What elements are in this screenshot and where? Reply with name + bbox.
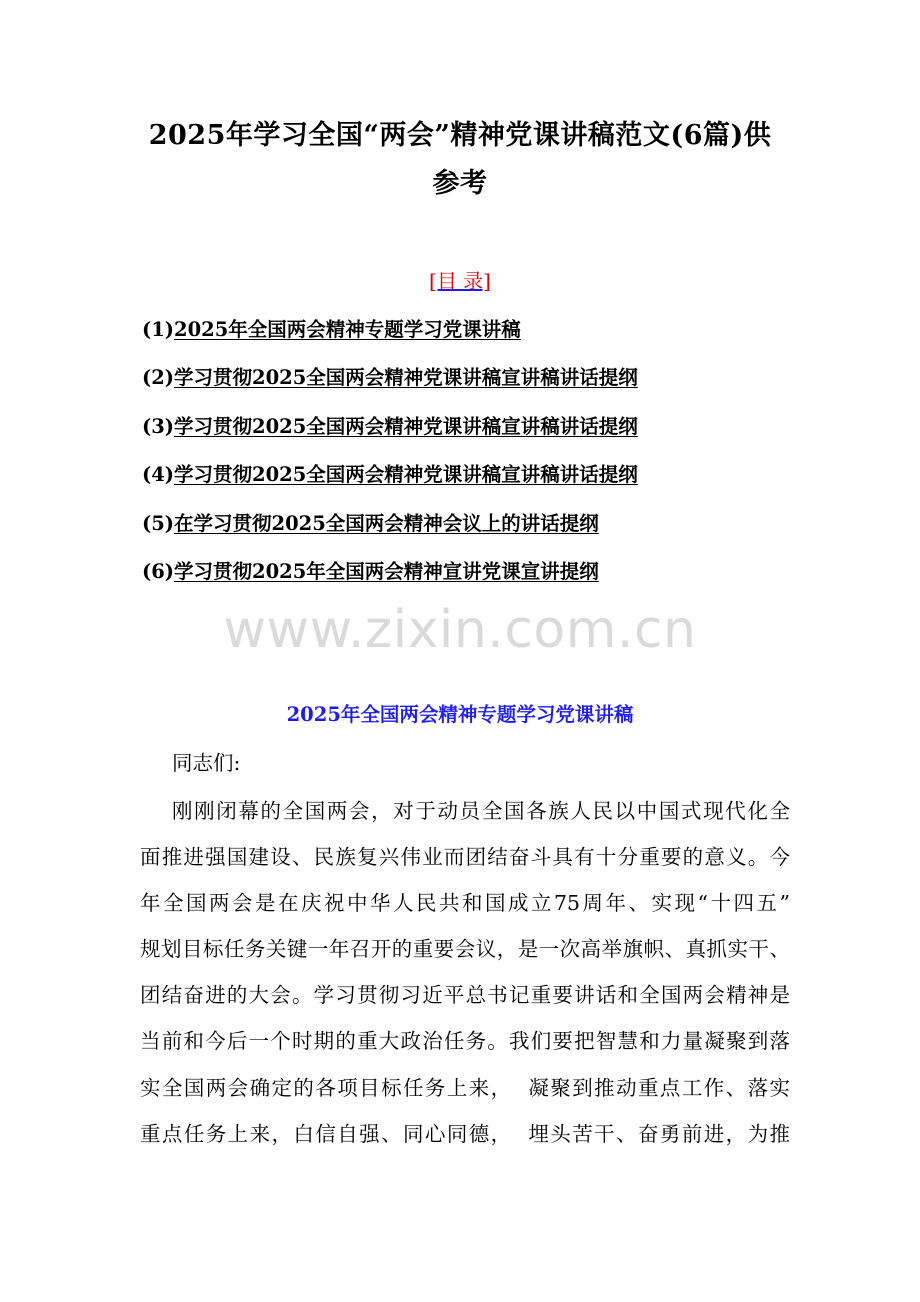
toc-item-1[interactable] xyxy=(142,313,802,361)
toc-item-number: (3) xyxy=(142,414,175,438)
toc-item-link[interactable]: 2025年全国两会精神专题学习党课讲稿 xyxy=(174,318,521,341)
toc-heading xyxy=(0,266,920,296)
table-of-contents xyxy=(142,313,802,603)
toc-item-number: (6) xyxy=(142,559,175,583)
toc-item-number: (5) xyxy=(142,511,175,535)
body-paragraph xyxy=(140,794,790,1163)
body-line: 刚刚闭幕的全国两会，对于动员全国各族人民以中国式现代化全 xyxy=(172,799,790,823)
document-title-line-1: 2025年学习全国“两会”精神党课讲稿范文(6篇)供 xyxy=(148,120,772,151)
greeting: 同志们: xyxy=(172,751,241,775)
toc-item-4[interactable] xyxy=(142,458,802,506)
body-line: 年全国两会是在庆祝中华人民共和国成立75周年、实现“十四五” xyxy=(140,891,790,916)
body-line: 团结奋进的大会。学习贯彻习近平总书记重要讲话和全国两会精神是 xyxy=(140,983,790,1008)
body-line: 当前和今后一个时期的重大政治任务。我们要把智慧和力量凝聚到落 xyxy=(140,1029,790,1054)
toc-item-link[interactable]: 学习贯彻2025全国两会精神党课讲稿宣讲稿讲话提纲 xyxy=(174,414,638,438)
toc-item-6[interactable] xyxy=(142,555,802,603)
toc-item-link[interactable]: 学习贯彻2025年全国两会精神宣讲党课宣讲提纲 xyxy=(174,559,599,583)
toc-item-5[interactable] xyxy=(142,507,802,555)
watermark: www.zixin.com.cn xyxy=(223,600,697,660)
toc-item-2[interactable] xyxy=(142,361,802,409)
body-line: 重点任务上来，白信自强、同心同德， 埋头苦干、奋勇前进，为推 xyxy=(140,1121,790,1146)
body-line: 规划目标任务关键一年召开的重要会议，是一次高举旗帜、真抓实干、 xyxy=(140,937,790,962)
toc-item-number: (2) xyxy=(142,366,175,390)
body-line: 实全国两会确定的各项目标任务上来， 凝聚到推动重点工作、落实 xyxy=(140,1075,790,1100)
body-line: 面推进强国建设、民族复兴伟业而团结奋斗具有十分重要的意义。今 xyxy=(140,845,790,870)
toc-item-3[interactable] xyxy=(142,410,802,458)
document-title-line-2: 参考 xyxy=(432,168,488,199)
document-title xyxy=(120,112,800,208)
toc-item-link[interactable]: 学习贯彻2025全国两会精神党课讲稿宣讲稿讲话提纲 xyxy=(174,463,638,487)
section-title: 2025年全国两会精神专题学习党课讲稿 xyxy=(286,703,634,726)
toc-item-link[interactable]: 在学习贯彻2025全国两会精神会议上的讲话提纲 xyxy=(174,511,599,535)
toc-item-link[interactable]: 学习贯彻2025全国两会精神党课讲稿宣讲稿讲话提纲 xyxy=(174,366,638,390)
toc-item-number: (4) xyxy=(142,463,175,487)
toc-heading-link[interactable]: [目 录] xyxy=(429,269,491,293)
toc-item-number: (1) xyxy=(142,318,175,341)
